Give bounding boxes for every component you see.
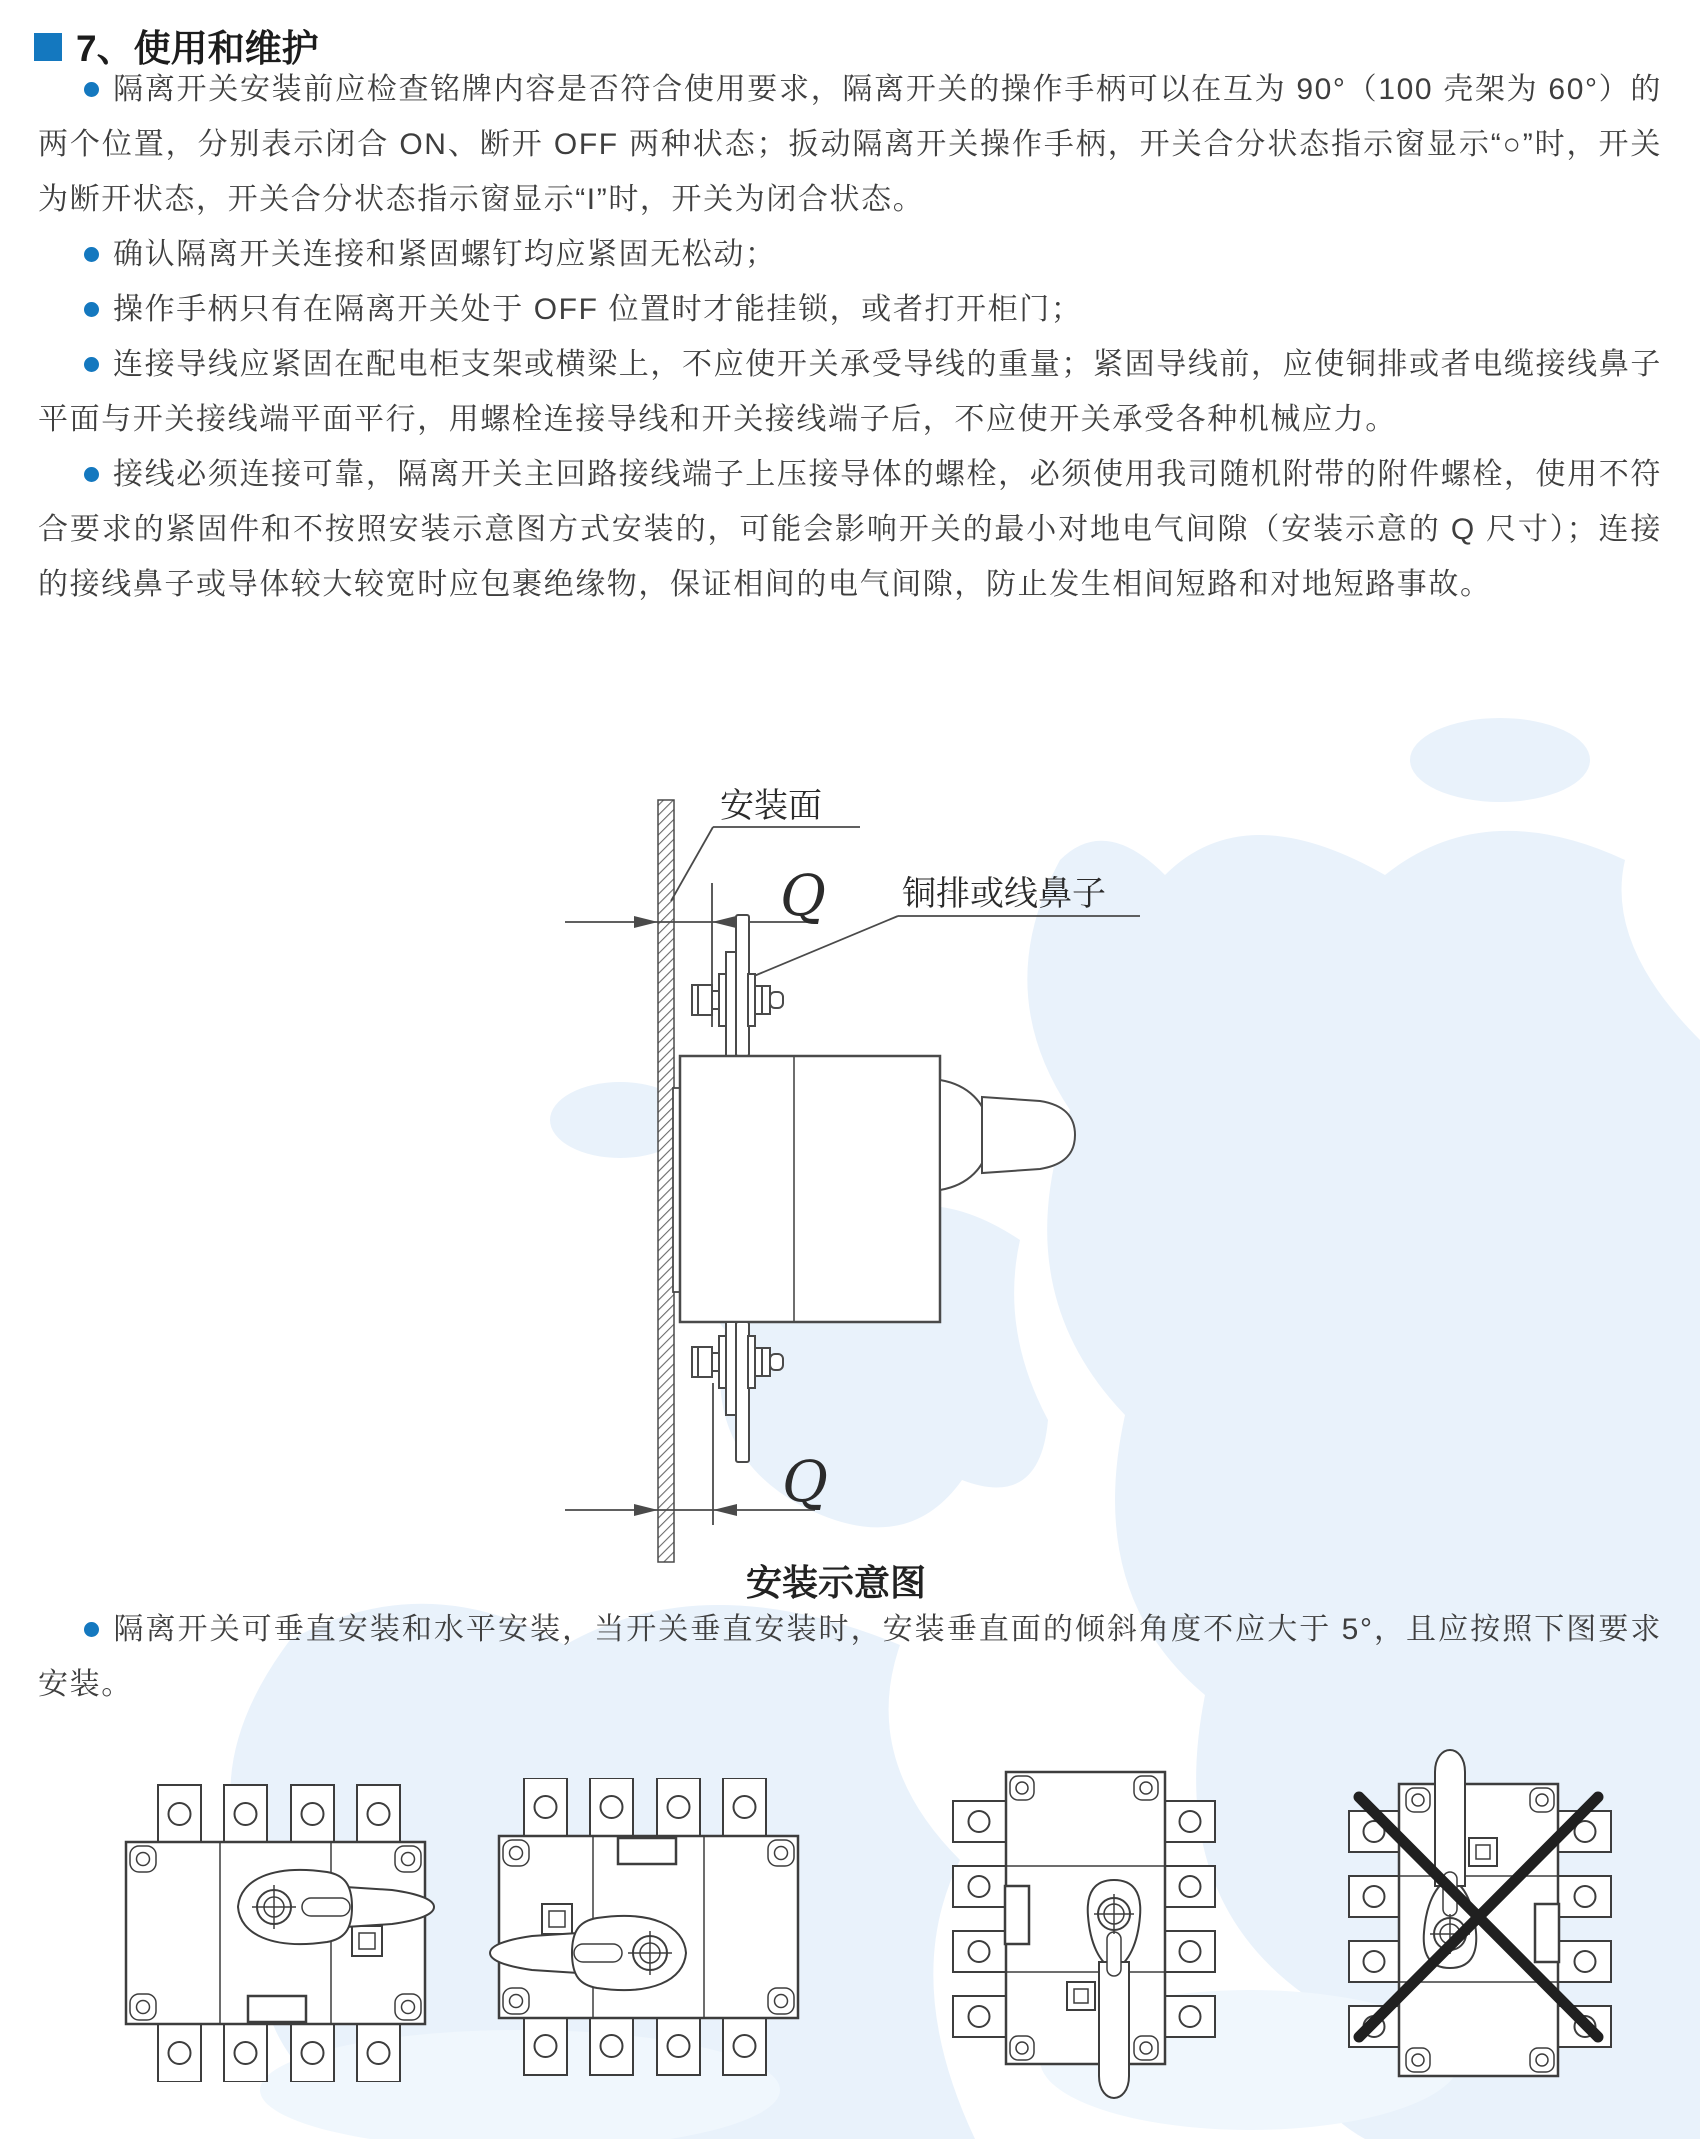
bullet-icon xyxy=(84,247,99,262)
bullet-icon xyxy=(84,82,99,97)
note-text: 接线必须连接可靠，隔离开关主回路接线端子上压接导体的螺栓，必须使用我司随机附带的附件螺栓，使用不符合要求的紧固件和不按照安装示意图方式安装的，可能会影响开关的最小对地电气间隙（安装示意的 Q 尺寸）；连接的接线鼻子或导体较大较宽时应包裹绝缘物，保证相间的电气间隙，防止发生相间短路和对地短路事故。 xyxy=(38,458,1662,601)
note-paragraph xyxy=(38,282,1662,337)
section-title: 7、使用和维护 xyxy=(76,28,319,69)
top-busbar xyxy=(726,915,749,1056)
note-paragraph xyxy=(38,447,1662,612)
bullet-icon xyxy=(84,467,99,482)
figure-vertical-handle-up-prohibited xyxy=(1336,1744,1621,2104)
handle-cone-side xyxy=(940,1080,986,1190)
usage-notes xyxy=(38,62,1662,612)
note-paragraph xyxy=(38,227,1662,282)
figure-vertical-handle-down xyxy=(943,1764,1228,2124)
note-paragraph xyxy=(38,337,1662,447)
figure-horizontal-handle-right xyxy=(62,1772,462,2082)
bottom-busbar xyxy=(726,1322,749,1462)
note-text: 连接导线应紧固在配电柜支架或横梁上，不应使开关承受导线的重量；紧固导线前，应使铜排或者电缆接线鼻子平面与开关接线端平面平行，用螺栓连接导线和开关接线端子后，不应使开关承受各种机械应力。 xyxy=(38,348,1662,436)
busbar-text: 铜排或线鼻子 xyxy=(902,875,1106,913)
bullet-icon xyxy=(84,357,99,372)
mounting-surface-text: 安装面 xyxy=(720,787,822,825)
bullet-icon xyxy=(84,1622,99,1637)
handle-grip-side xyxy=(982,1097,1075,1173)
mounting-wall xyxy=(658,800,674,1562)
orientation-note xyxy=(38,1602,1662,1712)
section-marker-square xyxy=(34,33,62,61)
diagram-caption: 安装示意图 xyxy=(745,1562,927,1603)
note-text: 操作手柄只有在隔离开关处于 OFF 位置时才能挂锁，或者打开柜门； xyxy=(113,293,1083,326)
note-paragraph xyxy=(38,1602,1662,1712)
switch-body-side xyxy=(673,1056,1075,1322)
dimension-letter-top: Q xyxy=(780,864,826,929)
mounting-surface-label xyxy=(671,787,860,901)
dimension-letter-bottom: Q xyxy=(782,1450,828,1515)
note-text: 隔离开关可垂直安装和水平安装，当开关垂直安装时，安装垂直面的倾斜角度不应大于 5°，且应按照下图要求安装。 xyxy=(38,1613,1662,1701)
note-paragraph xyxy=(38,62,1662,227)
installation-diagram xyxy=(470,775,1170,1610)
figure-horizontal-handle-left xyxy=(462,1778,862,2088)
bullet-icon xyxy=(84,302,99,317)
note-text: 确认隔离开关连接和紧固螺钉均应紧固无松动； xyxy=(113,238,777,271)
note-text: 隔离开关安装前应检查铭牌内容是否符合使用要求，隔离开关的操作手柄可以在互为 90°（100 壳架为 60°）的两个位置，分别表示闭合 ON、断开 OFF 两种状态；扳动隔离开关操作手柄，开关合分状态指示窗显示“○”时，开关为断开状态，开关合分状态指示窗显示“I”时，开关为闭合状态。 xyxy=(38,73,1662,216)
dimension-bottom xyxy=(565,1383,815,1525)
